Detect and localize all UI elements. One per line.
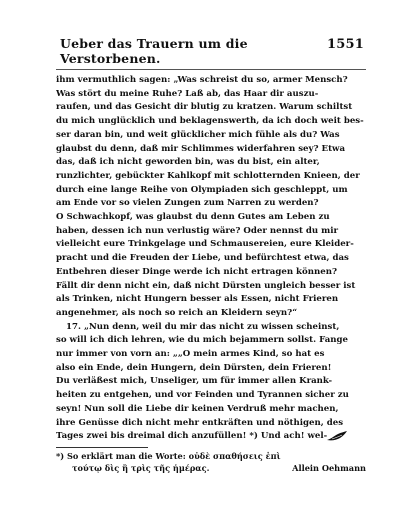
text-line: ihm vermuthlich sagen: „Was schreist du so, armer Mensch? [56,75,348,85]
text-line: nur immer von vorn an: „„O mein armes Kind, so hat es [56,349,325,360]
text-line: also ein Ende, dein Hungern, dein Dürsten, dein Frieren! [56,362,332,373]
footnote [56,450,366,475]
text-line: runzlichter, gebückter Kahlkopf mit schlotternden Knieen, der [56,170,360,181]
text-line: als Trinken, nicht Hungern besser als Essen, nicht Frieren [56,294,339,305]
printer-ornament-icon [326,430,348,442]
footnote-attribution: Allein Oehmann [292,463,366,474]
text-line: Fällt dir denn nicht ein, daß nicht Dürsten ungleich besser ist [56,280,356,291]
page-number: 1551 [327,37,364,52]
running-title: Ueber das Trauern um die Verstorbenen. [60,36,248,66]
paragraph-1 [56,74,366,321]
text-line: heiten zu entgehen, und vor Feinden und Tyrannen sicher zu [56,390,349,401]
footnote-line-2 [56,462,366,475]
text-line: raufen, und das Gesicht dir blutig zu kratzen. Warum schiltst [56,102,353,113]
text-line: Entbehren dieser Dinge werde ich nicht ertragen können? [56,266,337,277]
text-line: am Ende vor so vielen Zungen zum Narren zu werden? [56,198,319,209]
text-line: ser daran bin, und weit glücklicher mich fühle als du? Was [56,129,340,140]
text-line: haben, dessen ich nun verlustig wäre? Oder nennst du mir [56,225,339,236]
text-line: angenehmer, als noch so reich an Kleidern seyn?“ [56,307,298,318]
text-line: glaubst du denn, daß mir Schlimmes widerfahren sey? Etwa [56,143,346,154]
footnote-greek: τούτῳ δὶς ἢ τρὶς τῆς ἡμέρας. [72,463,210,474]
text-line: O Schwachkopf, was glaubst du denn Gutes am Leben zu [56,212,330,223]
text-line: pracht und die Freuden der Liebe, und befürchtest etwa, das [56,253,349,264]
text-line: Was stört du meine Ruhe? Laß ab, das Haar dir auszu- [56,88,319,99]
text-line: Du verläßest mich, Unseliger, um für immer allen Krank- [56,376,333,387]
running-header [56,36,366,70]
text-line: 17. „Nun denn, weil du mir das nicht zu wissen scheinst, [66,321,340,332]
text-line: vielleicht eure Trinkgelage und Schmausereien, eure Kleider- [56,239,354,250]
paragraph-2 [56,321,366,444]
text-line: ihre Genüsse dich nicht mehr entkräften und nöthigen, des [56,417,344,428]
body-text [56,74,366,444]
text-line: Tages zwei bis dreimal dich anzufüllen! *) Und ach! wel- [56,431,328,442]
footnote-line: *) So erklärt man die Worte: οὐδὲ σπαθήσεις ἐπὶ [56,450,281,461]
book-page [56,36,366,476]
footnote-rule [56,447,148,448]
text-line: durch eine lange Reihe von Olympiaden sich geschleppt, um [56,184,348,195]
text-line: seyn! Nun soll die Liebe dir keinen Verdruß mehr machen, [56,403,339,414]
text-line: so will ich dich lehren, wie du mich bejammern sollst. Fange [56,335,349,346]
text-line: du mich unglücklich und beklagenswerth, da ich doch weit bes- [56,116,364,127]
text-line: das, daß ich nicht geworden bin, was du bist, ein alter, [56,157,320,168]
